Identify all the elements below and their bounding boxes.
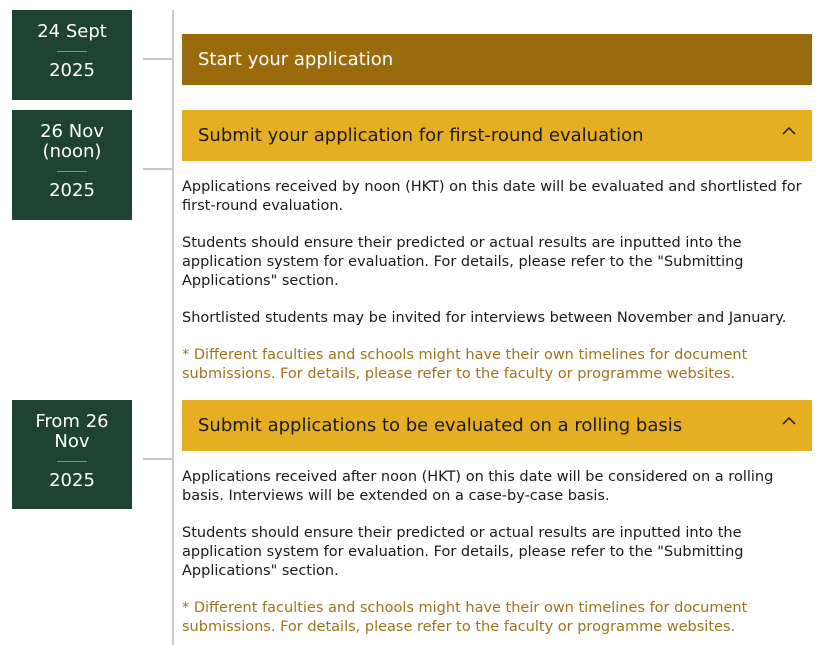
date-label: 24 Sept xyxy=(37,21,107,42)
date-year: 2025 xyxy=(49,60,95,81)
stage-paragraph: Students should ensure their predicted or actual results are inputted into the application system for evaluation. For details, please refer to the "Submitting Applications" section. xyxy=(182,525,744,579)
timeline-connector xyxy=(143,458,173,460)
stage-header-first-round[interactable] xyxy=(182,110,812,161)
date-year: 2025 xyxy=(49,470,95,491)
chevron-up-icon[interactable] xyxy=(782,416,796,426)
stage-paragraph: Applications received after noon (HKT) on this date will be considered on a rolling basis. Interviews will be extended on a case-by-case basis. xyxy=(182,469,774,504)
date-year: 2025 xyxy=(49,180,95,201)
stage-paragraph: Shortlisted students may be invited for interviews between November and January. xyxy=(182,310,787,326)
timeline-line xyxy=(172,10,174,645)
stage-body-first-round xyxy=(182,178,817,384)
chevron-up-icon[interactable] xyxy=(782,126,796,136)
stage-title: Submit your application for first-round evaluation xyxy=(198,125,644,146)
date-label: From 26 Nov xyxy=(35,411,109,452)
stage-body-rolling-basis xyxy=(182,468,817,637)
timeline-connector xyxy=(143,168,173,170)
stage-note: * Different faculties and schools might have their own timelines for document submissions. For details, please refer to the faculty or programme websites. xyxy=(182,600,748,635)
stage-title: Start your application xyxy=(198,49,394,70)
date-label: 26 Nov (noon) xyxy=(40,121,104,162)
date-box xyxy=(12,10,132,100)
stage-title: Submit applications to be evaluated on a rolling basis xyxy=(198,415,683,436)
date-box xyxy=(12,110,132,220)
stage-paragraph: Students should ensure their predicted or actual results are inputted into the application system for evaluation. For details, please refer to the "Submitting Applications" section. xyxy=(182,235,744,289)
date-divider xyxy=(57,171,87,172)
stage-header-rolling-basis[interactable] xyxy=(182,400,812,451)
timeline-connector xyxy=(143,58,173,60)
stage-paragraph: Applications received by noon (HKT) on this date will be evaluated and shortlisted for first-round evaluation. xyxy=(182,179,802,214)
date-box xyxy=(12,400,132,509)
date-divider xyxy=(57,461,87,462)
stage-note: * Different faculties and schools might have their own timelines for document submissions. For details, please refer to the faculty or programme websites. xyxy=(182,347,748,382)
stage-header-start-application[interactable] xyxy=(182,34,812,85)
date-divider xyxy=(57,51,87,52)
